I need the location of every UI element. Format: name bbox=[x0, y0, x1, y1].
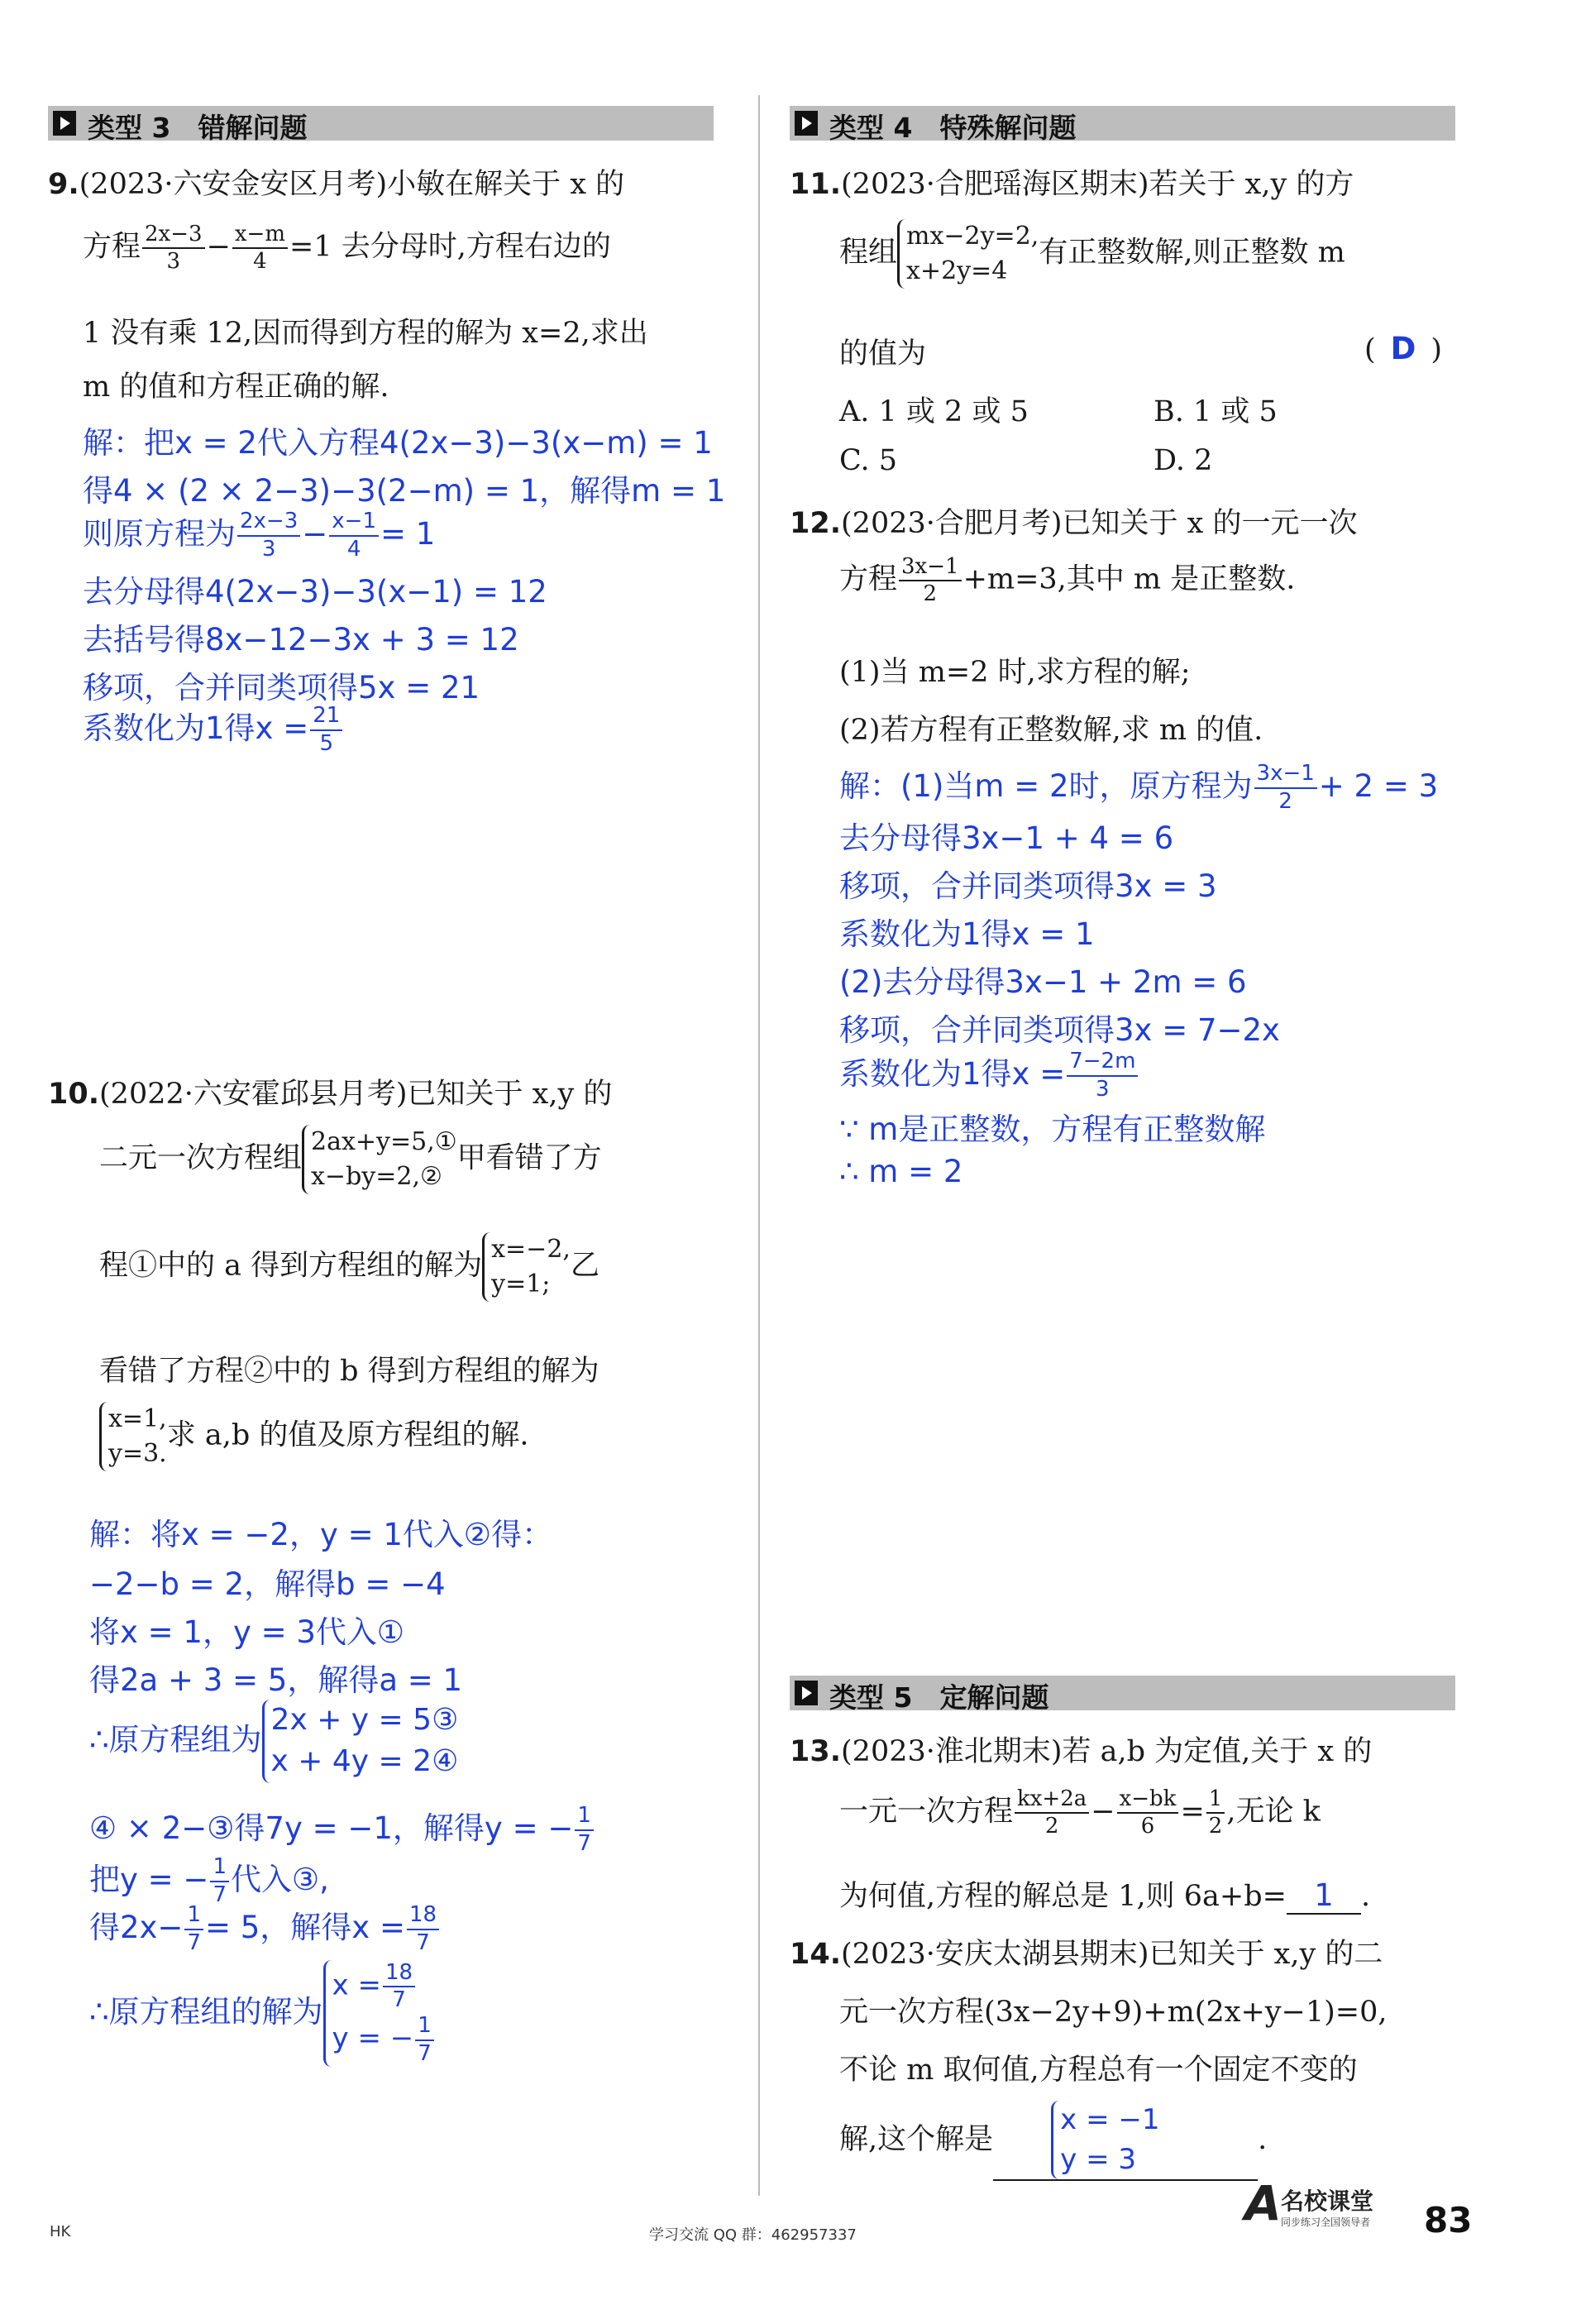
q12-answer-2: 去分母得3x−1 + 4 = 6 bbox=[839, 820, 1174, 856]
footer-edition: HK bbox=[50, 2223, 71, 2240]
q14-line2: 元一次方程(3x−2y+9)+m(2x+y−1)=0, bbox=[839, 1996, 1388, 2029]
q10-answer-7: 把y = − $\frac{1}{7}$ 代入③, bbox=[89, 1854, 329, 1907]
brand-logo bbox=[1244, 2175, 1410, 2233]
q9-answer-1: 解：把x = 2代入方程4(2x−3)−3(x−m) = 1 bbox=[83, 425, 713, 461]
q12-line2: 方程 $\frac{3x-1}{2}$ +m=3,其中 m 是正整数. bbox=[839, 554, 1296, 607]
q12-part2: (2)若方程有正整数解,求 m 的值. bbox=[839, 714, 1263, 747]
q12-answer-1: 解：(1)当m = 2时，原方程为 $\frac{3x-1}{2}$ + 2 = 3 bbox=[839, 761, 1439, 814]
q14-line3: 不论 m 取何值,方程总有一个固定不变的 bbox=[839, 2054, 1358, 2087]
section-header-type4 bbox=[790, 106, 1455, 144]
q14-line4: 解,这个解是 x = −1 y = 3 . bbox=[839, 2101, 1267, 2181]
q11-option-d: D. 2 bbox=[1154, 444, 1213, 477]
section-header-type5 bbox=[790, 1676, 1455, 1714]
play-icon bbox=[795, 1681, 818, 1705]
logo-subtitle: 同步练习全国领导者 bbox=[1281, 2216, 1371, 2228]
q11-line3: 的值为 bbox=[839, 337, 927, 371]
section-title: 类型 4 特殊解问题 bbox=[829, 112, 1077, 144]
q10-answer-3: 将x = 1，y = 3代入① bbox=[89, 1614, 405, 1650]
q11-option-c: C. 5 bbox=[839, 444, 898, 477]
q11-line1: 11.(2023·合肥瑶海区期末)若关于 x,y 的方 bbox=[790, 168, 1354, 201]
q12-answer-6: 移项，合并同类项得3x = 7−2x bbox=[839, 1012, 1280, 1048]
q11-option-a: A. 1 或 2 或 5 bbox=[839, 395, 1029, 428]
q12-answer-3: 移项，合并同类项得3x = 3 bbox=[839, 868, 1217, 904]
q12-line1: 12.(2023·合肥月考)已知关于 x 的一元一次 bbox=[790, 507, 1358, 540]
q10-answer-1: 解：将x = −2，y = 1代入②得： bbox=[89, 1517, 553, 1552]
q10-line5: x=1, y=3. 求 a,b 的值及原方程组的解. bbox=[99, 1402, 529, 1471]
q9-answer-4: 去分母得4(2x−3)−3(x−1) = 12 bbox=[83, 574, 547, 610]
q11-answer: ( D ) bbox=[1364, 331, 1443, 366]
q10-answer-8: 得2x− $\frac{1}{7}$ = 5，解得x = $\frac{18}{7}$ bbox=[89, 1902, 441, 1956]
q9-line3: 1 没有乘 12,因而得到方程的解为 x=2,求出 bbox=[83, 317, 648, 350]
q10-answer-2: −2−b = 2，解得b = −4 bbox=[89, 1566, 446, 1602]
column-divider bbox=[758, 95, 760, 2196]
q13-line2: 一元一次方程 $\frac{kx+2a}{2}$ − $\frac{x-bk}{6}$ = $\frac{1}{2}$ ,无论 k bbox=[839, 1786, 1321, 1839]
fraction: $\frac{2x-3}{3}$ bbox=[142, 222, 205, 275]
q11-line2: 程组 mx−2y=2, x+2y=4 有正整数解,则正整数 m bbox=[839, 219, 1345, 289]
q11-option-b: B. 1 或 5 bbox=[1154, 395, 1278, 428]
q10-line4: 看错了方程②中的 b 得到方程组的解为 bbox=[99, 1355, 599, 1388]
q12-answer-7: 系数化为1得x = $\frac{7-2m}{3}$ bbox=[839, 1049, 1139, 1102]
q9-answer-5: 去括号得8x−12−3x + 3 = 12 bbox=[83, 622, 519, 658]
q13-answer: 1 bbox=[1287, 1877, 1361, 1915]
q9-answer-2: 得4 × (2 × 2−3)−3(2−m) = 1，解得m = 1 bbox=[83, 473, 726, 509]
q10-line1: 10.(2022·六安霍邱县月考)已知关于 x,y 的 bbox=[48, 1078, 613, 1111]
q12-answer-4: 系数化为1得x = 1 bbox=[839, 916, 1095, 952]
q9-line4: m 的值和方程正确的解. bbox=[83, 371, 389, 404]
q10-answer-5: ∴原方程组为 2x + y = 5③ x + 4y = 2④ bbox=[89, 1700, 458, 1783]
play-icon bbox=[795, 111, 818, 136]
q10-answer-6: ④ × 2−③得7y = −1，解得y = − $\frac{1}{7}$ bbox=[89, 1803, 595, 1857]
q14-line1: 14.(2023·安庆太湖县期末)已知关于 x,y 的二 bbox=[790, 1938, 1383, 1971]
page-number: 83 bbox=[1424, 2200, 1473, 2240]
q12-answer-9: ∴ m = 2 bbox=[839, 1154, 963, 1189]
section-title: 类型 3 错解问题 bbox=[88, 112, 308, 144]
logo-a-icon: A bbox=[1244, 2175, 1282, 2231]
q9-answer-6: 移项，合并同类项得5x = 21 bbox=[83, 670, 480, 705]
q10-answer-9: ∴原方程组的解为 x = $\frac{18}{7}$ y = − $\frac{1}{7}$ bbox=[89, 1960, 436, 2067]
q13-line1: 13.(2023·淮北期末)若 a,b 为定值,关于 x 的 bbox=[790, 1735, 1373, 1768]
q12-answer-8: ∵ m是正整数，方程有正整数解 bbox=[839, 1112, 1266, 1147]
q9-answer-3: 则原方程为 $\frac{2x-3}{3}$ − $\frac{x-1}{4}$ = 1 bbox=[83, 509, 436, 562]
q9-line2: 方程 $\frac{2x-3}{3}$ − $\frac{x-m}{4}$ =1 去分母时,方程右边的 bbox=[83, 222, 611, 275]
q9-line1: 9.(2023·六安金安区月考)小敏在解关于 x 的 bbox=[48, 168, 625, 201]
section-header-type3 bbox=[48, 106, 714, 144]
q13-line3: 为何值,方程的解总是 1,则 6a+b= 1 . bbox=[839, 1877, 1371, 1913]
q9-answer-7: 系数化为1得x = $\frac{21}{5}$ bbox=[83, 703, 344, 757]
q10-line2: 二元一次方程组 2ax+y=5,① x−by=2,② 甲看错了方 bbox=[99, 1125, 602, 1194]
q12-answer-5: (2)去分母得3x−1 + 2m = 6 bbox=[839, 964, 1247, 1000]
fraction: $\frac{x-m}{4}$ bbox=[232, 222, 288, 275]
section-title: 类型 5 定解问题 bbox=[829, 1681, 1049, 1714]
q10-answer-4: 得2a + 3 = 5，解得a = 1 bbox=[89, 1662, 463, 1698]
play-icon bbox=[53, 111, 76, 136]
footer-qq-group: 学习交流 QQ 群：462957337 bbox=[649, 2226, 857, 2244]
equation-system: 2ax+y=5,① x−by=2,② bbox=[302, 1125, 457, 1194]
q10-line3: 程①中的 a 得到方程组的解为 x=−2, y=1; 乙 bbox=[99, 1232, 599, 1302]
q12-part1: (1)当 m=2 时,求方程的解; bbox=[839, 656, 1191, 689]
logo-title: 名校课堂 bbox=[1281, 2188, 1374, 2215]
